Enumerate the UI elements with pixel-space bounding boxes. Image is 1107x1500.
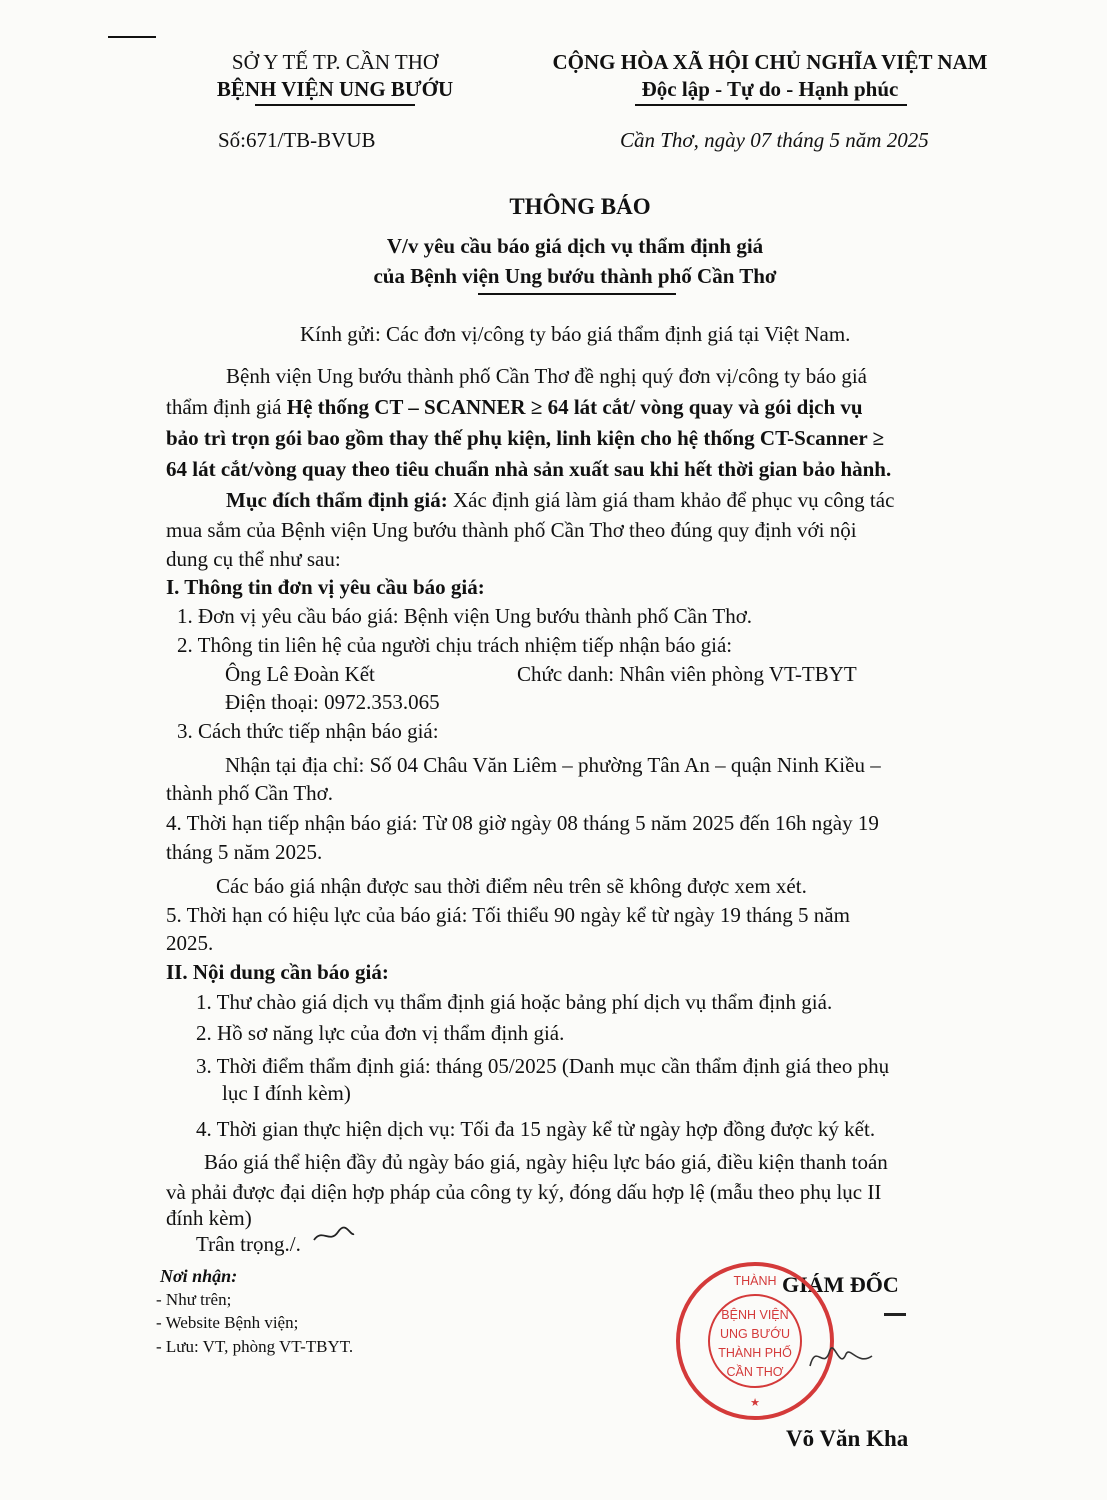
contact-name: Ông Lê Đoàn Kết bbox=[225, 662, 375, 686]
section-1-item-4-line-2: tháng 5 năm 2025. bbox=[166, 840, 323, 864]
purpose-line-1 bbox=[226, 488, 894, 513]
signature-scribble bbox=[806, 1336, 876, 1376]
national-motto: Độc lập - Tự do - Hạnh phúc bbox=[641, 77, 899, 101]
republic-name: CỘNG HÒA XÃ HỘI CHỦ NGHĨA VIỆT NAM bbox=[552, 50, 988, 74]
section-1-item-1: 1. Đơn vị yêu cầu báo giá: Bệnh viện Ung bướu thành phố Cần Thơ. bbox=[177, 604, 753, 628]
section-2-heading: II. Nội dung cần báo giá: bbox=[166, 960, 389, 984]
signature-dash bbox=[884, 1313, 906, 1316]
section-2-note-line-2: và phải được đại diện hợp pháp của công ty ký, đóng dấu hợp lệ (mẫu theo phụ lục II bbox=[166, 1180, 882, 1204]
seal-text-3: THÀNH PHỐ bbox=[718, 1346, 792, 1360]
contact-title: Chức danh: Nhân viên phòng VT-TBYT bbox=[517, 662, 857, 686]
section-2-item-3-line-2: lục I đính kèm) bbox=[222, 1081, 351, 1105]
hospital-name: BỆNH VIỆN UNG BƯỚU bbox=[216, 77, 454, 101]
signer-role: GIÁM ĐỐC bbox=[782, 1272, 899, 1297]
intro-line-4: 64 lát cắt/vòng quay theo tiêu chuẩn nhà sản xuất sau khi hết thời gian bảo hành. bbox=[166, 457, 892, 481]
section-1-item-3-line-1: Nhận tại địa chỉ: Số 04 Châu Văn Liêm – phường Tân An – quận Ninh Kiều – bbox=[225, 753, 881, 777]
hospital-underline bbox=[255, 104, 415, 106]
recipients-label: Nơi nhận: bbox=[160, 1266, 238, 1286]
subject-underline bbox=[478, 293, 676, 295]
purpose-label: Mục đích thẩm định giá: bbox=[226, 488, 448, 512]
section-2-note-line-3: đính kèm) bbox=[166, 1206, 252, 1230]
subject-line-1: V/v yêu cầu báo giá dịch vụ thẩm định giá bbox=[386, 234, 764, 258]
seal-text-4: CẦN THƠ bbox=[726, 1365, 784, 1379]
section-1-heading: I. Thông tin đơn vị yêu cầu báo giá: bbox=[166, 575, 485, 599]
recipient-1: - Như trên; bbox=[156, 1290, 232, 1309]
scan-mark bbox=[108, 36, 156, 38]
intro-line-2 bbox=[166, 395, 863, 420]
section-1-item-3: 3. Cách thức tiếp nhận báo giá: bbox=[177, 719, 439, 743]
seal-text-1: BỆNH VIỆN bbox=[721, 1308, 789, 1322]
greeting: Kính gửi: Các đơn vị/công ty báo giá thẩm định giá tại Việt Nam. bbox=[300, 322, 851, 346]
intro-line-3: bảo trì trọn gói bao gồm thay thế phụ kiện, linh kiện cho hệ thống CT-Scanner ≥ bbox=[166, 426, 885, 450]
section-2-item-3-line-1: 3. Thời điểm thẩm định giá: tháng 05/2025 (Danh mục cần thẩm định giá theo phụ bbox=[196, 1054, 890, 1078]
section-1-item-3-line-2: thành phố Cần Thơ. bbox=[166, 781, 334, 805]
purpose-line-3: dung cụ thể như sau: bbox=[166, 547, 341, 571]
section-1-item-5-line-2: 2025. bbox=[166, 931, 214, 955]
recipient-2: - Website Bệnh viện; bbox=[156, 1313, 299, 1332]
seal-star: ★ bbox=[750, 1397, 760, 1409]
seal-ring-text: THÀNH bbox=[733, 1274, 777, 1288]
subject-line-2: của Bệnh viện Ung bướu thành phố Cần Thơ bbox=[373, 264, 777, 288]
document-title: THÔNG BÁO bbox=[509, 194, 651, 219]
section-1-item-4-line-1: 4. Thời hạn tiếp nhận báo giá: Từ 08 giờ ngày 08 tháng 5 năm 2025 đến 16h ngày 19 bbox=[166, 811, 879, 835]
section-2-item-2: 2. Hồ sơ năng lực của đơn vị thẩm định giá. bbox=[196, 1021, 565, 1045]
place-date: Cần Thơ, ngày 07 tháng 5 năm 2025 bbox=[620, 128, 929, 152]
section-2-note-line-1: Báo giá thể hiện đầy đủ ngày báo giá, ngày hiệu lực báo giá, điều kiện thanh toán bbox=[204, 1150, 888, 1174]
initials-mark bbox=[312, 1226, 356, 1246]
section-2-item-4: 4. Thời gian thực hiện dịch vụ: Tối đa 15 ngày kể từ ngày hợp đồng được ký kết. bbox=[196, 1117, 876, 1141]
section-1-item-4-note: Các báo giá nhận được sau thời điểm nêu trên sẽ không được xem xét. bbox=[216, 874, 807, 898]
signer-name: Võ Văn Kha bbox=[786, 1426, 909, 1451]
contact-phone: Điện thoại: 0972.353.065 bbox=[225, 690, 440, 714]
motto-underline bbox=[635, 104, 907, 106]
ministry-name: SỞ Y TẾ TP. CẦN THƠ bbox=[231, 50, 439, 74]
document-number: Số:671/TB-BVUB bbox=[218, 128, 376, 152]
closing: Trân trọng./. bbox=[196, 1232, 301, 1256]
intro-line-2a: thẩm định giá bbox=[166, 395, 287, 419]
section-1-item-2: 2. Thông tin liên hệ của người chịu trách nhiệm tiếp nhận báo giá: bbox=[177, 633, 733, 657]
section-2-item-1: 1. Thư chào giá dịch vụ thẩm định giá hoặc bảng phí dịch vụ thẩm định giá. bbox=[196, 990, 833, 1014]
signature-stroke bbox=[810, 1348, 872, 1366]
recipient-3: - Lưu: VT, phòng VT-TBYT. bbox=[156, 1337, 354, 1356]
purpose-text: Xác định giá làm giá tham khảo để phục vụ công tác bbox=[447, 488, 895, 512]
initials-stroke bbox=[314, 1227, 354, 1240]
section-1-item-5-line-1: 5. Thời hạn có hiệu lực của báo giá: Tối thiểu 90 ngày kể từ ngày 19 tháng 5 năm bbox=[166, 903, 850, 927]
purpose-line-2: mua sắm của Bệnh viện Ung bướu thành phố Cần Thơ theo đúng quy định với nội bbox=[166, 518, 857, 542]
seal-text-2: UNG BƯỚU bbox=[719, 1327, 790, 1341]
intro-line-1: Bệnh viện Ung bướu thành phố Cần Thơ đề nghị quý đơn vị/công ty báo giá bbox=[226, 364, 867, 388]
intro-line-2b: Hệ thống CT – SCANNER ≥ 64 lát cắt/ vòng quay và gói dịch vụ bbox=[286, 395, 863, 419]
